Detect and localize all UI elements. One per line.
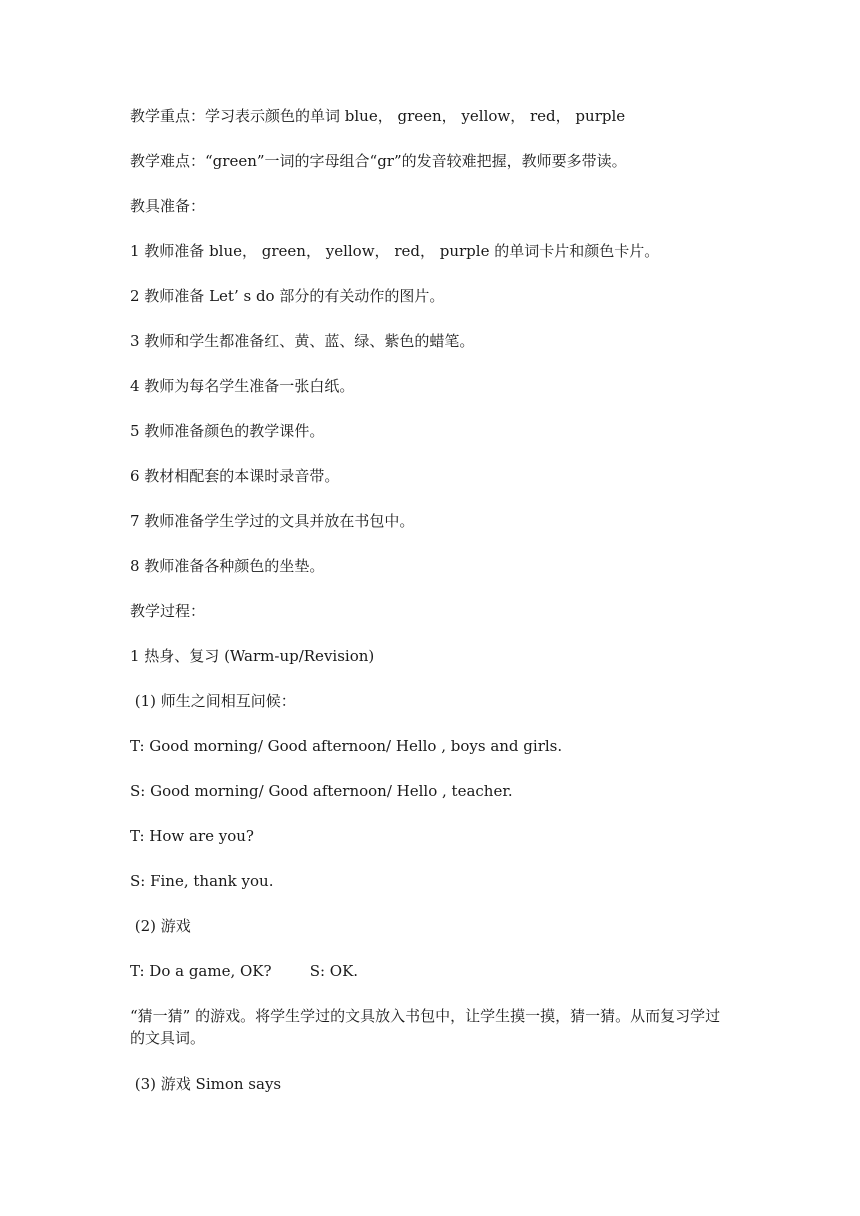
material-item-4: 4 教师为每名学生准备一张白纸。 [130,377,355,395]
dialogue-line: T: Do a game, OK? S: OK. [130,962,359,980]
material-item-3: 3 教师和学生都准备红、黄、蓝、绿、紫色的蜡笔。 [130,332,475,350]
substep-game: (2) 游戏 [130,917,191,935]
substep-simon-says: (3) 游戏 Simon says [130,1075,282,1093]
process-heading: 教学过程： [130,602,206,620]
materials-heading: 教具准备： [130,197,206,215]
guess-game-description: “猜一猜” 的游戏。将学生学过的文具放入书包中，让学生摸一摸，猜一猜。从而复习学过的文具词。 [130,1007,721,1047]
dialogue-line: T: How are you? [130,827,254,845]
step-warmup: 1 热身、复习 (Warm-up/Revision) [130,647,375,665]
material-item-1: 1 教师准备 blue， green， yellow， red， purple 的单词卡片和颜色卡片。 [130,242,660,260]
substep-greeting: (1) 师生之间相互问候： [130,692,296,710]
material-item-2: 2 教师准备 Let’ s do 部分的有关动作的图片。 [130,287,445,305]
material-item-5: 5 教师准备颜色的教学课件。 [130,422,325,440]
teaching-focus: 教学重点：学习表示颜色的单词 blue， green， yellow， red， purple [130,107,626,125]
dialogue-line: S: Good morning/ Good afternoon/ Hello , teacher. [130,782,513,800]
teaching-difficulty: 教学难点：“green”一词的字母组合“gr”的发音较难把握，教师要多带读。 [130,152,627,170]
material-item-8: 8 教师准备各种颜色的坐垫。 [130,557,325,575]
dialogue-line: S: Fine, thank you. [130,872,274,890]
material-item-7: 7 教师准备学生学过的文具并放在书包中。 [130,512,415,530]
dialogue-line: T: Good morning/ Good afternoon/ Hello , boys and girls. [130,737,563,755]
material-item-6: 6 教材相配套的本课时录音带。 [130,467,340,485]
